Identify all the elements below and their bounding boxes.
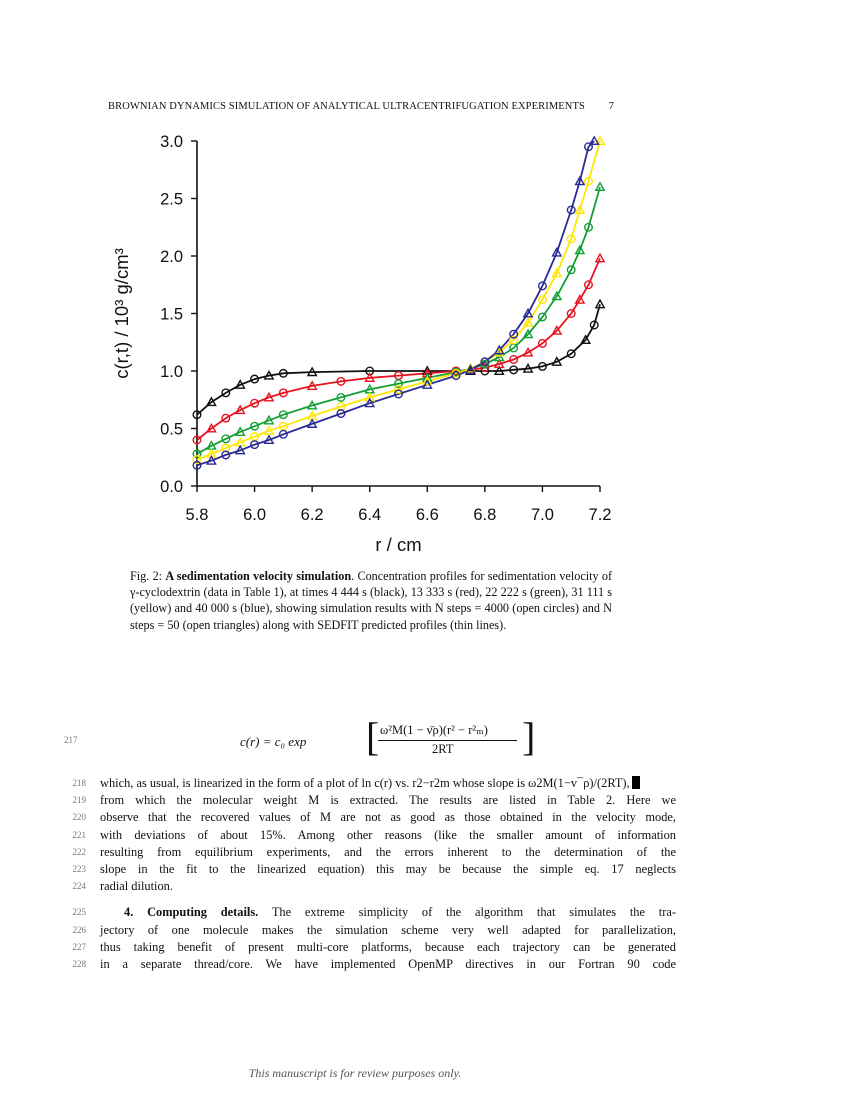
section-line [64,922,676,939]
x-axis-label: r / cm [375,534,422,555]
series-curve [197,141,600,460]
figure-caption [130,568,612,633]
equation-lhs: c(r) = c₀ exp [240,734,307,749]
series-curve [197,141,594,465]
section-line [64,956,676,973]
line-text: from which the molecular weight M is extracted. The results are listed in Table 2. Here we [100,793,676,808]
concentration-profile-chart [100,125,630,565]
line-text: jectory of one molecule makes the simulation scheme very well adapted for parallelization, [100,922,676,937]
line-text: in a separate thread/core. We have implemented OpenMP directives in our Fortran 90 code [100,956,676,971]
line-text: observe that the recovered values of M are not as good as those obtained in the velocity mode, [100,810,676,825]
y-axis-label: c(r,t) / 10³ g/cm³ [111,248,132,379]
caption-body: . Concentration profiles for sedimentation velocity of γ-cyclodextrin (data in Table 1), at times 4 444 s (black), 13 333 s (red), 22 222 s (green), 31 111 s (yellow) and 40 000 s (blue), showing simulation results with N steps = 4000 (open circles) and N steps = 50 (open triangles) along with SEDFIT predicted profiles (thin lines). [130,569,613,632]
right-bracket: ] [522,714,536,759]
text-line [64,844,676,861]
line-number: 226 [72,924,86,935]
x-tick-label: 6.6 [415,506,439,524]
y-tick-label: 3.0 [160,133,183,151]
running-header [108,101,614,112]
figure-sedimentation-velocity [100,125,630,565]
line-text: slope in the fit to the linearized equation) this may be because the simple eq. 17 neglects [100,861,676,876]
x-tick-label: 6.4 [358,506,382,524]
line-number: 220 [72,812,86,823]
line-number: 225 [72,907,86,918]
x-tick-label: 7.0 [530,506,554,524]
section-line [64,904,676,921]
text-line [64,775,664,792]
series-curve [197,258,600,440]
line-number: 222 [72,846,86,857]
review-footer: This manuscript is for review purposes only. [248,1066,462,1080]
y-tick-label: 0.0 [160,478,183,496]
line-number: 223 [72,863,86,874]
line-text: The extreme simplicity of the algorithm that simulates the tra- [258,905,676,920]
line-number: 218 [72,778,86,788]
line-text: which, as usual, is linearized in the form of a plot of ln c(r) vs. r2−r2m whose slope is ω2M(1−v¯ρ)/(2RT), [100,776,630,790]
fraction-bar [378,740,517,741]
section-heading: 4. Computing details. [124,905,259,920]
text-line [64,809,676,826]
text-line [64,792,676,809]
equation-denominator: 2RT [432,742,454,756]
line-number: 228 [72,958,86,969]
equation-numerator: ω²M(1 − ν̄ρ)(r² − r²ₘ) [380,723,488,737]
caption-title: A sedimentation velocity simulation [165,569,352,583]
y-tick-label: 2.0 [160,248,183,266]
y-tick-label: 1.0 [160,363,183,381]
line-number: 227 [72,941,86,952]
text-line [64,861,676,878]
line-text: radial dilution. [100,879,173,894]
y-tick-label: 1.5 [160,305,183,324]
section-line [64,939,676,956]
line-text: with deviations of about 15%. Among other reasons (like the smaller amount of information [100,827,676,842]
text-line [64,827,676,844]
body-text [64,775,676,973]
x-tick-label: 6.2 [300,506,324,524]
line-text: thus taking benefit of present multi-core platforms, because each trajectory can be generated [100,939,676,954]
running-title: BROWNIAN DYNAMICS SIMULATION OF ANALYTICAL ULTRACENTRIFUGATION EXPERIMENTS [108,101,585,112]
caption-label: Fig. 2: [130,569,166,583]
text-line [64,878,664,895]
line-number: 224 [72,881,86,892]
x-tick-label: 6.0 [243,506,267,524]
line-text: resulting from equilibrium experiments, and the errors inherent to the determination of the [100,844,676,859]
text-cursor [632,776,640,789]
left-bracket: [ [366,714,380,759]
x-tick-label: 5.8 [185,506,209,524]
line-number: 217 [64,735,78,745]
x-tick-label: 7.2 [588,506,612,524]
y-tick-label: 0.5 [160,420,183,439]
line-number: 219 [72,795,86,806]
y-tick-label: 2.5 [160,190,183,209]
line-number: 221 [72,829,86,840]
page-number: 7 [608,101,614,112]
x-tick-label: 6.8 [473,506,497,524]
equation-17 [64,714,624,761]
